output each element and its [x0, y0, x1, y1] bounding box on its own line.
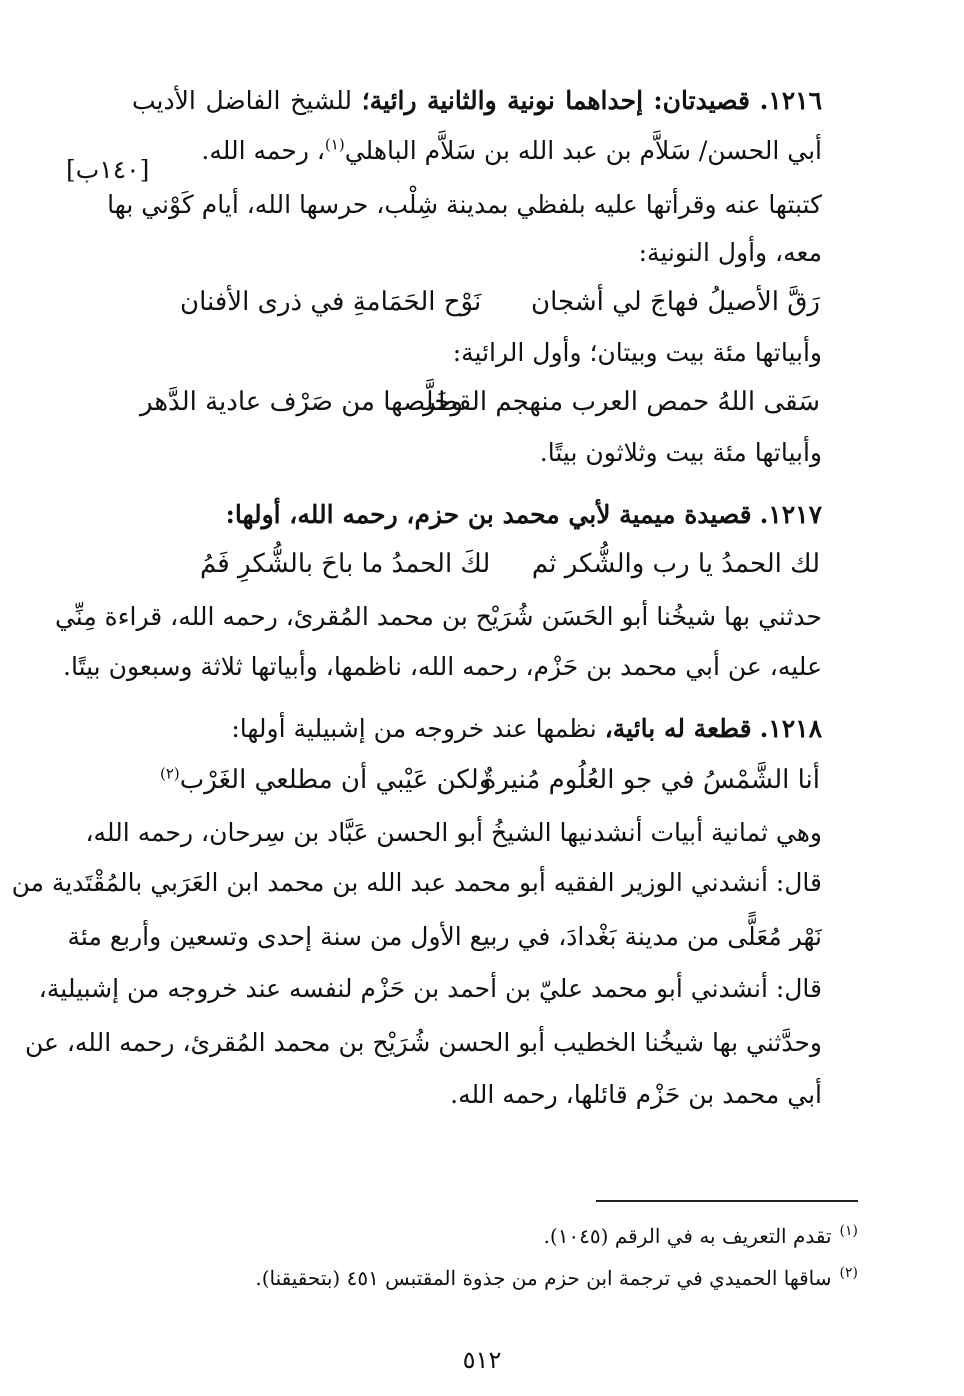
verse-second-hemistich: وخَلَّصها من صَرْف عادية الدَّهر	[140, 387, 463, 417]
entry-1218-line-3: نَهْر مُعَلًّى من مدينة بَغْدادَ، في ربيع الأول من سنة إحدى وتسعين وأربع مئة	[67, 922, 822, 951]
manuscript-folio-note: [١٤٠ب]	[66, 155, 150, 184]
verse-first-hemistich: لك الحمدُ يا رب والشُّكر ثم	[531, 549, 820, 579]
entry-number: ١٢١٧.	[759, 500, 822, 529]
entry-1217-heading	[132, 492, 822, 538]
entry-1217-line-2: عليه، عن أبي محمد بن حَزْم، رحمه الله، ناظمها، وأبياتها ثلاثة وسبعون بيتًا.	[63, 652, 822, 681]
entry-1216-line-3: كتبتها عنه وقرأتها عليه بلفظي بمدينة شِلْب، حرسها الله، أيام كَوْني بها	[107, 190, 822, 219]
entry-1218-heading: ١٢١٨. قطعة له بائية، نظمها عند خروجه من إشبيلية أولها:	[231, 714, 822, 743]
entry-1216-line-1: ١٢١٦. قصيدتان: إحداهما نونية والثانية رائية؛ للشيخ الفاضل الأديب	[132, 86, 823, 115]
entry-number: ١٢١٨.	[759, 714, 822, 743]
footnote-marker: (١)	[839, 1223, 858, 1240]
entry-1218-line-1: وهي ثمانية أبيات أنشدنيها الشيخُ أبو الحسن عَبَّاد بن سِرحان، رحمه الله،	[85, 818, 822, 847]
footnote-2	[255, 1262, 858, 1294]
verse-first-hemistich: رَقَّ الأصيلُ فهاجَ لي أشجان	[531, 287, 820, 317]
footnote-text: تقدم التعريف به في الرقم (١٠٤٥).	[543, 1224, 832, 1248]
entry-1216-line-2: أبي الحسن/ سَلاَّم بن عبد الله بن سَلاَّم الباهلي$^{(١)}$، رحمه الله.	[201, 135, 822, 165]
verse-first-hemistich: أنا الشَّمْسُ في جو العُلُوم مُنيرةٌ	[482, 765, 820, 795]
entry-1217-line-1: حدثني بها شيخُنا أبو الحَسَن شُرَيْح بن محمد المُقرئ، رحمه الله، قراءة مِنِّي	[54, 602, 822, 631]
entry-1218-line-4: قال: أنشدني أبو محمد عليّ بن أحمد بن حَزْم لنفسه عند خروجه من إشبيلية،	[38, 974, 822, 1003]
verse-second-hemistich: ولكن عَيْبي أن مطلعي الغَرْب$^{(٢)}$	[160, 764, 492, 795]
footnote-text: ساقها الحميدي في ترجمة ابن حزم من جذوة المقتبس ٤٥١ (بتحقيقنا).	[255, 1266, 832, 1290]
verse-baiya	[160, 756, 820, 804]
verse-second-hemistich: لكَ الحمدُ ما باحَ بالشُّكرِ فَمُ	[200, 549, 491, 579]
verse-second-hemistich: نَوْح الحَمَامةِ في ذرى الأفنان	[180, 287, 482, 317]
page-number: ٥١٢	[462, 1346, 502, 1374]
footnote-marker: (٢)	[839, 1265, 858, 1282]
entry-1218-line-2: قال: أنشدني الوزير الفقيه أبو محمد عبد الله بن محمد ابن العَرَبي بالمُقْتَدية من	[11, 868, 822, 897]
entry-1216-line-4: معه، وأول النونية:	[638, 238, 822, 267]
entry-1218-line-5: وحدَّثني بها شيخُنا الخطيب أبو الحسن شُرَيْح بن محمد المُقرئ، رحمه الله، عن	[24, 1028, 822, 1057]
verse-first-hemistich: سَقى اللهُ حمص العرب منهجم القطر	[423, 387, 820, 417]
verse-nuniya	[180, 278, 820, 326]
footnote-divider	[596, 1200, 858, 1202]
entry-1216-after-verse-2: وأبياتها مئة بيت وثلاثون بيتًا.	[539, 438, 822, 467]
verse-raiya	[140, 378, 820, 426]
verse-mimiya	[200, 540, 820, 588]
footnote-ref-1[interactable]: (١)	[324, 135, 345, 154]
entry-heading: قصيدتان: إحداهما نونية والثانية رائية؛	[361, 86, 750, 115]
entry-number: ١٢١٦.	[759, 86, 823, 115]
footnote-1	[544, 1220, 858, 1252]
entry-heading: قطعة له بائية،	[604, 714, 752, 743]
entry-1218-line-6: أبي محمد بن حَزْم قائلها، رحمه الله.	[450, 1080, 822, 1109]
footnote-ref-2[interactable]: (٢)	[160, 764, 180, 783]
entry-heading: قصيدة ميمية لأبي محمد بن حزم، رحمه الله، أولها:	[225, 500, 752, 529]
entry-1216-after-verse-1: وأبياتها مئة بيت وبيتان؛ وأول الرائية:	[452, 338, 822, 367]
